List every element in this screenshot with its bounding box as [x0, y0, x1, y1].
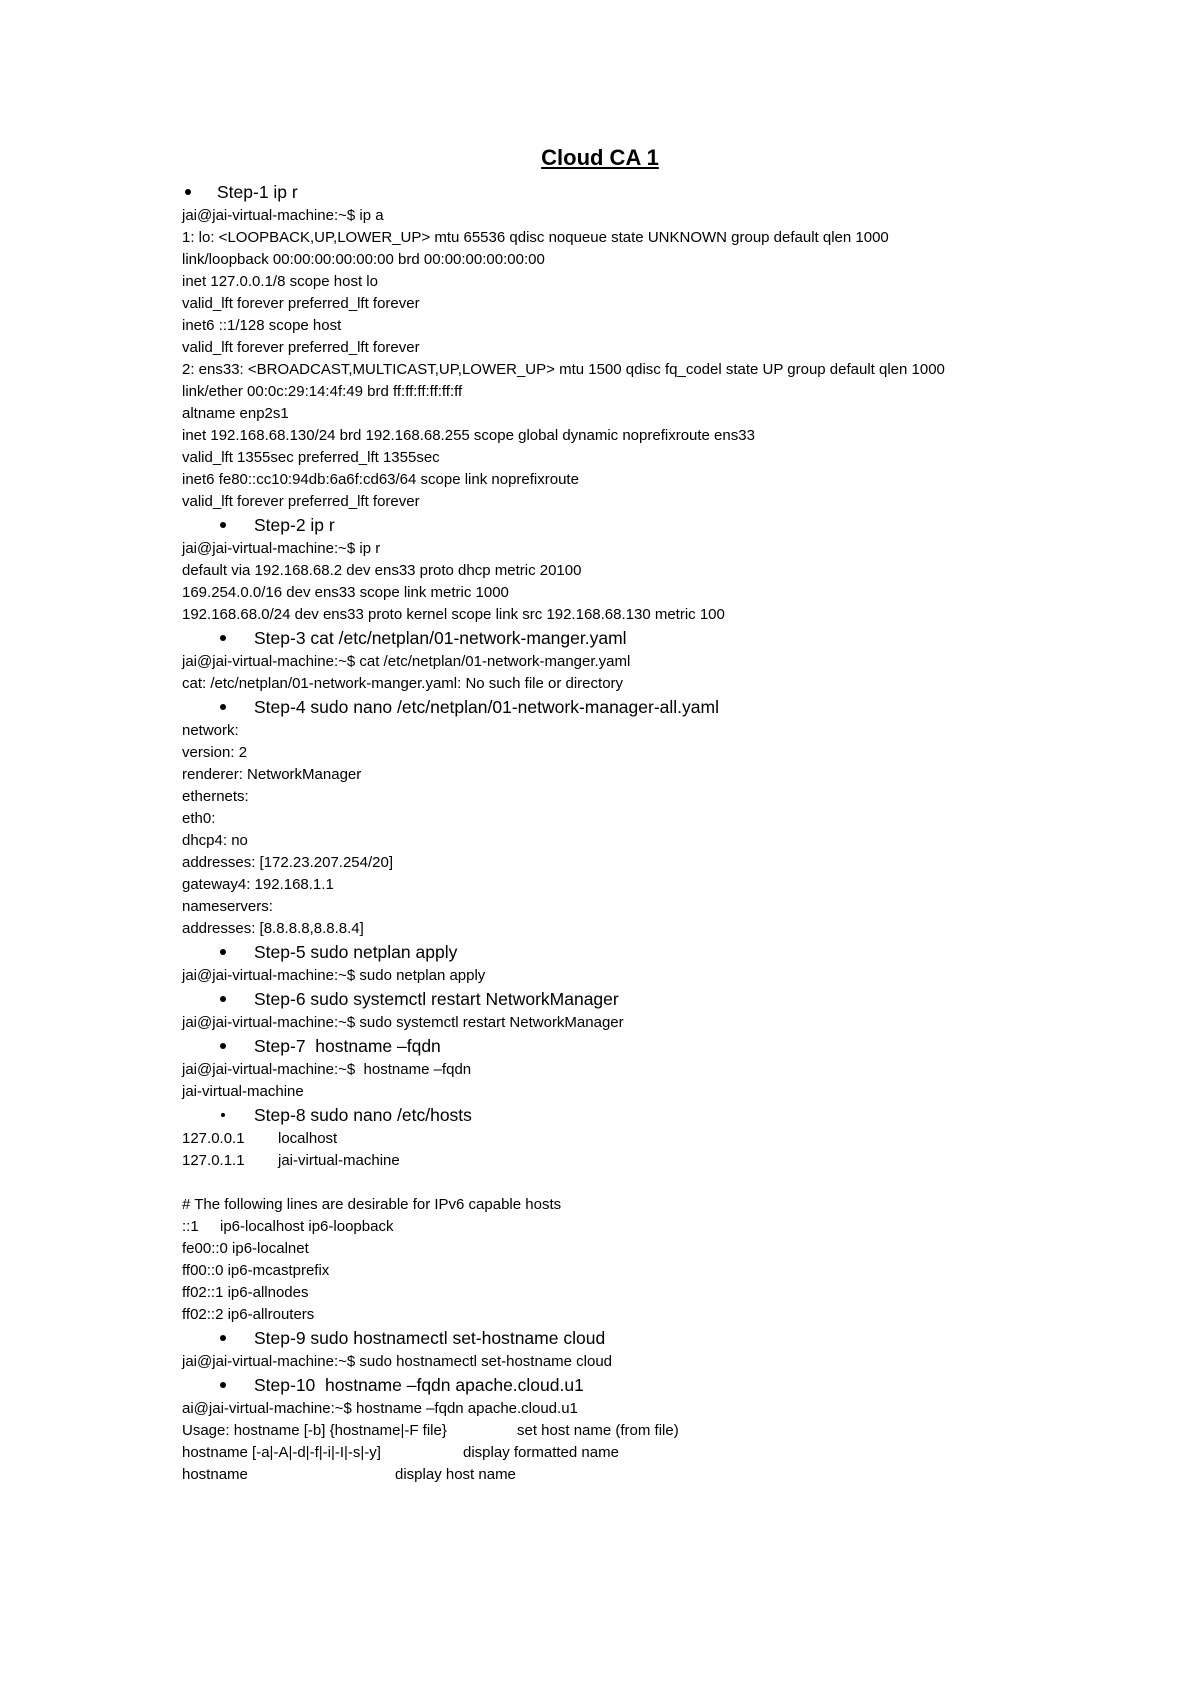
- host-name: localhost: [278, 1130, 338, 1147]
- step-heading: [182, 987, 1182, 1012]
- hosts-comment: # The following lines are desirable for IPv6 capable hosts: [182, 1196, 562, 1213]
- bullet-icon: [220, 635, 226, 641]
- output-line: default via 192.168.68.2 dev ens33 proto dhcp metric 20100: [182, 562, 582, 579]
- bullet-icon: [220, 949, 226, 955]
- output-block-3: [182, 651, 1182, 695]
- output-line: jai@jai-virtual-machine:~$ sudo systemctl restart NetworkManager: [182, 1014, 624, 1031]
- bullet-icon: [185, 189, 191, 195]
- host-ip: 127.0.1.1: [182, 1152, 245, 1169]
- output-line: jai-virtual-machine: [182, 1083, 304, 1100]
- step-heading: [182, 1373, 1182, 1398]
- bullet-icon: [220, 1382, 226, 1388]
- yaml-line: ethernets:: [182, 788, 249, 805]
- yaml-line: addresses: [172.23.207.254/20]: [182, 854, 393, 871]
- output-line: valid_lft forever preferred_lft forever: [182, 295, 420, 312]
- output-line: jai@jai-virtual-machine:~$ sudo netplan apply: [182, 967, 486, 984]
- output-line: inet6 fe80::cc10:94db:6a6f:cd63/64 scope link noprefixroute: [182, 471, 579, 488]
- output-line: link/loopback 00:00:00:00:00:00 brd 00:00:00:00:00:00: [182, 251, 545, 268]
- output-line: valid_lft forever preferred_lft forever: [182, 493, 420, 510]
- output-line: jai@jai-virtual-machine:~$ ip a: [182, 207, 384, 224]
- output-block-1: [182, 205, 1182, 513]
- bullet-icon: [220, 704, 226, 710]
- yaml-line: renderer: NetworkManager: [182, 766, 362, 783]
- output-line: [182, 1464, 1182, 1486]
- step-heading: [182, 940, 1182, 965]
- output-line: jai@jai-virtual-machine:~$ hostname –fqdn: [182, 1061, 472, 1078]
- step-heading: [182, 1103, 1182, 1128]
- bullet-icon: [220, 1043, 226, 1049]
- step-label: Step-4 sudo nano /etc/netplan/01-network-manager-all.yaml: [254, 697, 719, 717]
- step-heading: [182, 1326, 1182, 1351]
- step-label: Step-8 sudo nano /etc/hosts: [254, 1105, 472, 1125]
- page-title: Cloud CA 1: [541, 145, 659, 170]
- output-line: inet 192.168.68.130/24 brd 192.168.68.255 scope global dynamic noprefixroute ens33: [182, 427, 755, 444]
- step-heading: [182, 513, 1182, 538]
- output-line: inet 127.0.0.1/8 scope host lo: [182, 273, 378, 290]
- output-line: 2: ens33: <BROADCAST,MULTICAST,UP,LOWER_UP> mtu 1500 qdisc fq_codel state UP group default qlen 1000: [182, 361, 945, 378]
- host-ip: ::1: [182, 1218, 199, 1235]
- output-line: [182, 1442, 1182, 1464]
- step-heading: [182, 626, 1182, 651]
- output-block-4: [182, 720, 1182, 940]
- yaml-line: nameservers:: [182, 898, 273, 915]
- host-ip: 127.0.0.1: [182, 1130, 245, 1147]
- step-label: Step-3 cat /etc/netplan/01-network-manger.yaml: [254, 628, 627, 648]
- output-line: [182, 1420, 1182, 1442]
- output-line: 1: lo: <LOOPBACK,UP,LOWER_UP> mtu 65536 qdisc noqueue state UNKNOWN group default qlen 1000: [182, 229, 889, 246]
- output-line: altname enp2s1: [182, 405, 289, 422]
- hosts-line: [182, 1216, 1182, 1238]
- bullet-icon: [220, 996, 226, 1002]
- bullet-icon: [220, 1335, 226, 1341]
- bullet-icon: [221, 1113, 225, 1117]
- host-name: jai-virtual-machine: [278, 1152, 400, 1169]
- output-block-2: [182, 538, 1182, 626]
- step-label: Step-10 hostname –fqdn apache.cloud.u1: [254, 1375, 584, 1395]
- output-line: 169.254.0.0/16 dev ens33 scope link metric 1000: [182, 584, 509, 601]
- hosts-line: [182, 1150, 1182, 1172]
- yaml-line: version: 2: [182, 744, 248, 761]
- output-block-10: [182, 1398, 1182, 1486]
- step-heading: [182, 695, 1182, 720]
- yaml-line: gateway4: 192.168.1.1: [182, 876, 334, 893]
- usage-syntax: hostname: [182, 1466, 248, 1483]
- usage-syntax: hostname [-a|-A|-d|-f|-i|-I|-s|-y]: [182, 1444, 381, 1461]
- output-line: jai@jai-virtual-machine:~$ sudo hostnamectl set-hostname cloud: [182, 1353, 613, 1370]
- step-label: Step-2 ip r: [254, 515, 335, 535]
- usage-description: display host name: [395, 1466, 516, 1483]
- step-heading: [182, 1034, 1182, 1059]
- yaml-line: addresses: [8.8.8.8,8.8.8.4]: [182, 920, 364, 937]
- yaml-line: dhcp4: no: [182, 832, 248, 849]
- output-line: link/ether 00:0c:29:14:4f:49 brd ff:ff:ff:ff:ff:ff: [182, 383, 463, 400]
- step-heading: [182, 180, 1182, 205]
- yaml-line: network:: [182, 722, 239, 739]
- hosts-line: ff00::0 ip6-mcastprefix: [182, 1262, 330, 1279]
- output-line: valid_lft forever preferred_lft forever: [182, 339, 420, 356]
- step-label: Step-6 sudo systemctl restart NetworkManager: [254, 989, 619, 1009]
- output-line: valid_lft 1355sec preferred_lft 1355sec: [182, 449, 440, 466]
- usage-syntax: Usage: hostname [-b] {hostname|-F file}: [182, 1422, 447, 1439]
- output-line: 192.168.68.0/24 dev ens33 proto kernel scope link src 192.168.68.130 metric 100: [182, 606, 725, 623]
- output-line: cat: /etc/netplan/01-network-manger.yaml: No such file or directory: [182, 675, 624, 692]
- output-line: inet6 ::1/128 scope host: [182, 317, 342, 334]
- step-label: Step-5 sudo netplan apply: [254, 942, 458, 962]
- host-name: ip6-localhost ip6-loopback: [220, 1218, 394, 1235]
- hosts-line: fe00::0 ip6-localnet: [182, 1240, 309, 1257]
- yaml-line: eth0:: [182, 810, 216, 827]
- hosts-file: [182, 1128, 1182, 1326]
- step-label: Step-9 sudo hostnamectl set-hostname cloud: [254, 1328, 606, 1348]
- hosts-line: ff02::2 ip6-allrouters: [182, 1306, 315, 1323]
- bullet-icon: [220, 522, 226, 528]
- document-body: [182, 180, 1182, 1486]
- output-line: ai@jai-virtual-machine:~$ hostname –fqdn apache.cloud.u1: [182, 1400, 578, 1417]
- output-line: jai@jai-virtual-machine:~$ ip r: [182, 540, 381, 557]
- blank-line: [182, 1172, 1182, 1194]
- output-line: jai@jai-virtual-machine:~$ cat /etc/netplan/01-network-manger.yaml: [182, 653, 631, 670]
- usage-description: display formatted name: [463, 1444, 619, 1461]
- usage-description: set host name (from file): [517, 1422, 679, 1439]
- hosts-line: ff02::1 ip6-allnodes: [182, 1284, 309, 1301]
- step-label: Step-1 ip r: [217, 182, 298, 202]
- hosts-line: [182, 1128, 1182, 1150]
- step-label: Step-7 hostname –fqdn: [254, 1036, 441, 1056]
